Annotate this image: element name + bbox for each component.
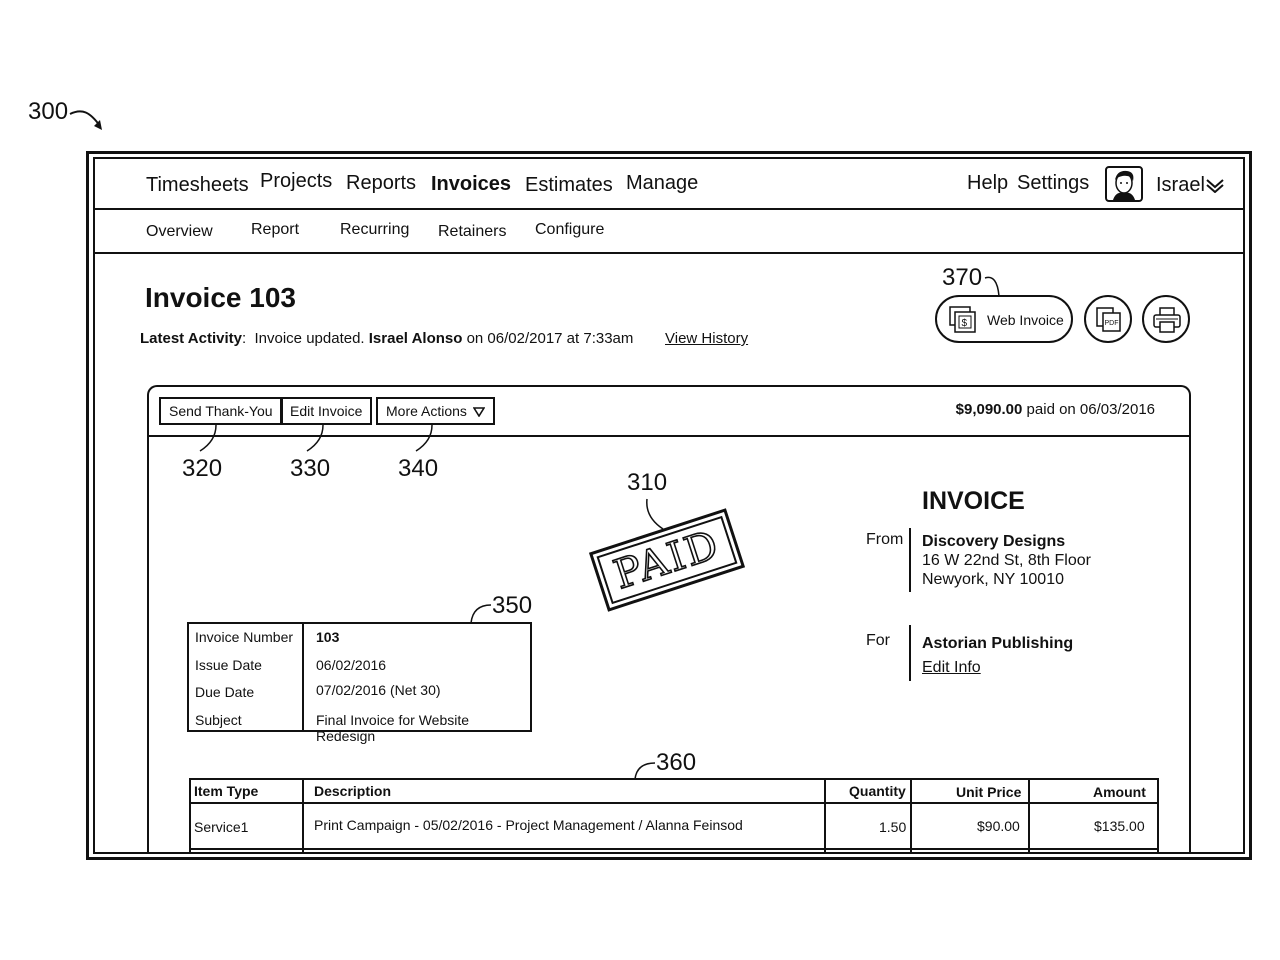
page-title: Invoice 103 (145, 282, 296, 313)
nav-settings[interactable]: Settings (1017, 172, 1090, 194)
col-unit-price: Unit Price (956, 784, 1022, 800)
pdf-icon (1095, 306, 1123, 334)
nav-reports[interactable]: Reports (346, 172, 417, 194)
more-actions-label: More Actions (386, 403, 467, 419)
activity-user: Israel Alonso (368, 330, 463, 347)
meta-key: Invoice Number (195, 629, 294, 645)
subnav-overview[interactable]: Overview (146, 223, 213, 240)
top-nav (95, 159, 1243, 210)
paid-stamp-text: PAID (597, 516, 738, 604)
from-addr-line2: Newyork, NY 10010 (922, 571, 1064, 588)
subnav-configure[interactable]: Configure (535, 221, 605, 238)
figure-ref-360: 360 (656, 749, 697, 776)
nav-estimates[interactable]: Estimates (525, 174, 613, 196)
col-amount: Amount (1093, 784, 1146, 800)
figure-ref-310: 310 (627, 469, 668, 496)
figure-ref-320: 320 (182, 455, 223, 482)
web-invoice-button[interactable] (935, 295, 1073, 343)
web-invoice-label: Web Invoice (987, 312, 1064, 328)
print-button[interactable] (1142, 295, 1190, 343)
printer-icon (1152, 306, 1182, 334)
paid-amount: $9,090.00 (955, 401, 1023, 418)
meta-key: Subject (195, 712, 242, 728)
col-description: Description (314, 783, 392, 799)
table-header (191, 780, 1157, 804)
subnav-recurring[interactable]: Recurring (340, 221, 410, 238)
col-quantity: Quantity (849, 783, 906, 799)
activity-label: Latest Activity (140, 330, 242, 347)
meta-value: 07/02/2016 (Net 30) (316, 682, 441, 698)
sub-nav (95, 210, 1243, 254)
nav-help[interactable]: Help (967, 172, 1009, 194)
latest-activity: Latest Activity: Invoice updated. Israel Alonso on 06/02/2017 at 7:33am (140, 330, 634, 347)
figure-ref-350: 350 (492, 592, 533, 619)
cell-item-type: Service1 (194, 819, 249, 835)
edit-invoice-button[interactable]: Edit Invoice (280, 397, 372, 425)
table-row[interactable] (191, 804, 1157, 850)
for-address (922, 632, 1073, 680)
cell-quantity: 1.50 (879, 819, 907, 835)
line-items-table (189, 778, 1159, 854)
subnav-report[interactable]: Report (251, 221, 300, 238)
avatar-portrait-icon (1107, 168, 1141, 200)
nav-invoices[interactable]: Invoices (431, 173, 512, 195)
from-name: Discovery Designs (922, 533, 1066, 550)
more-actions-button[interactable] (376, 397, 495, 425)
activity-when: on 06/02/2017 at 7:33am (466, 330, 634, 347)
cell-unit-price: $90.00 (977, 818, 1020, 834)
cell-amount: $135.00 (1094, 818, 1145, 834)
send-thank-you-button[interactable]: Send Thank-You (159, 397, 283, 425)
invoice-meta-table (187, 622, 532, 744)
triangle-down-icon (473, 407, 485, 417)
meta-col-divider (302, 624, 304, 730)
user-avatar[interactable] (1105, 166, 1143, 202)
nav-timesheets[interactable]: Timesheets (146, 174, 249, 196)
from-label: From (866, 531, 904, 548)
nav-projects[interactable]: Projects (260, 170, 333, 192)
chevron-down-icon[interactable] (1205, 177, 1225, 193)
table-row[interactable] (191, 850, 1157, 854)
from-address (922, 532, 1091, 589)
figure-ref-300: 300 (28, 98, 69, 125)
edit-info-link[interactable]: Edit Info (922, 659, 981, 676)
for-label: For (866, 632, 890, 649)
user-menu-name[interactable]: Israel (1156, 174, 1205, 196)
web-invoice-icon (949, 306, 979, 334)
for-name: Astorian Publishing (922, 635, 1074, 652)
meta-key: Due Date (195, 684, 255, 700)
figure-ref-340: 340 (398, 455, 439, 482)
figure-arrow-300 (66, 106, 108, 136)
view-history-link[interactable]: View History (665, 330, 749, 347)
from-divider (909, 528, 911, 592)
figure-ref-370: 370 (942, 264, 983, 291)
meta-value: Final Invoice for Website Redesign (316, 712, 470, 744)
meta-key: Issue Date (195, 657, 262, 673)
paid-summary (956, 401, 1155, 418)
activity-text: Invoice updated. (254, 330, 365, 347)
from-addr-line1: 16 W 22nd St, 8th Floor (922, 552, 1091, 569)
invoice-heading: INVOICE (922, 487, 1025, 515)
col-item-type: Item Type (194, 783, 259, 799)
figure-ref-330: 330 (290, 455, 331, 482)
pdf-icon-label: PDF (1104, 320, 1119, 327)
app-window (93, 157, 1245, 854)
meta-value: 06/02/2016 (316, 657, 387, 673)
cell-description: Print Campaign - 05/02/2016 - Project Management / Alanna Feinsod (314, 817, 743, 833)
pdf-button[interactable] (1084, 295, 1132, 343)
svg-text:$: $ (961, 318, 968, 329)
paid-date: paid on 06/03/2016 (1026, 401, 1155, 418)
for-divider (909, 625, 911, 681)
subnav-retainers[interactable]: Retainers (438, 223, 507, 240)
nav-manage[interactable]: Manage (626, 172, 699, 194)
meta-value: 103 (316, 629, 340, 645)
